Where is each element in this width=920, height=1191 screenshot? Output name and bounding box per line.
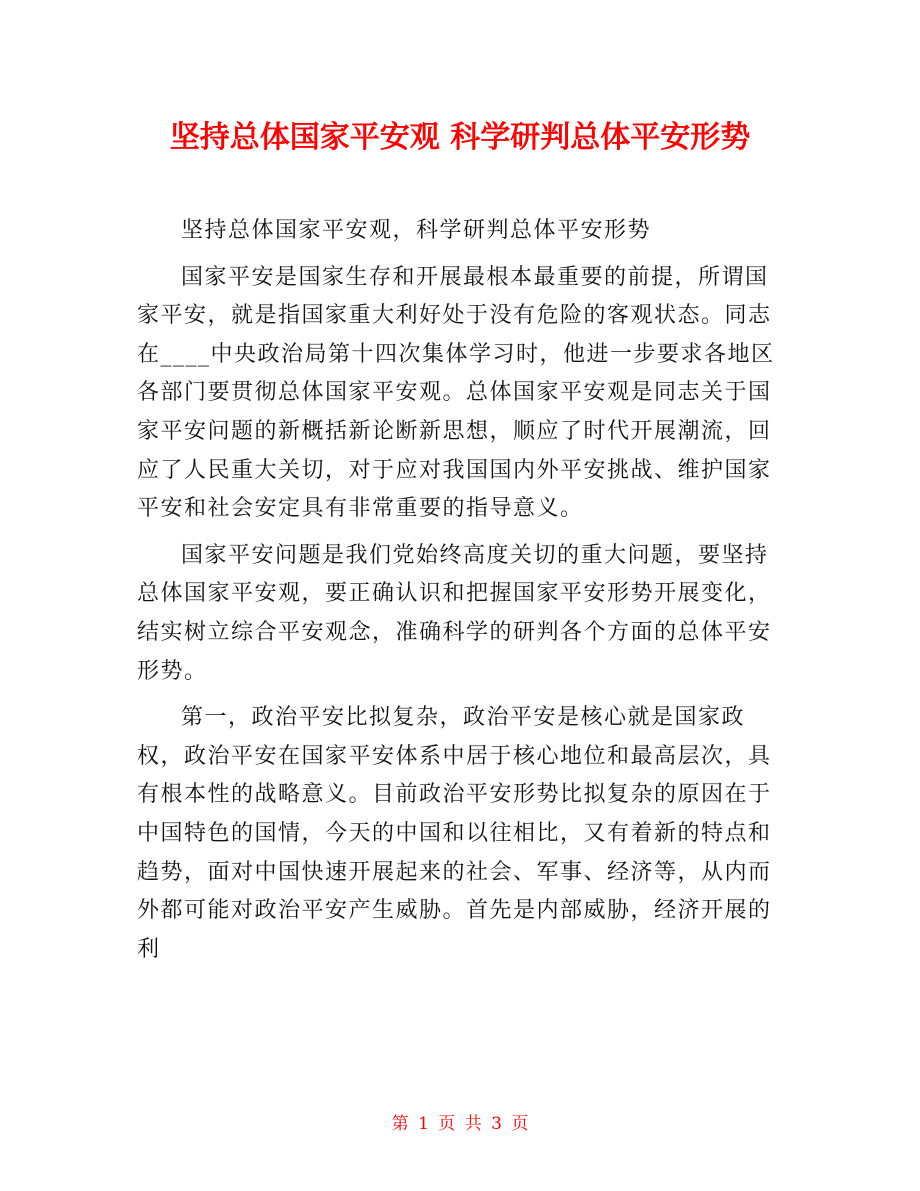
document-title: 坚持总体国家平安观 科学研判总体平安形势	[169, 120, 751, 155]
paragraph: 第一，政治平安比拟复杂，政治平安是核心就是国家政权，政治平安在国家平安体系中居于核心地位和最高层次，具有根本性的战略意义。目前政治平安形势比拟复杂的原因在于中国特色的国情，今天的中国和以往相比，又有着新的特点和趋势，面对中国快速开展起来的社会、军事、经济等，从内而外都可能对政治平安产生威胁。首先是内部威胁，经济开展的利	[137, 705, 772, 962]
document-body	[137, 212, 783, 969]
paragraph: 国家平安是国家生存和开展最根本最重要的前提，所谓国家平安，就是指国家重大利好处于没有危险的客观状态。同志在____中央政治局第十四次集体学习时，他进一步要求各地区各部门要贯彻总体国家平安观。总体国家平安观是同志关于国家平安问题的新概括新论断新思想，顺应了时代开展潮流，回应了人民重大关切，对于应对我国国内外平安挑战、维护国家平安和社会安定具有非常重要的指导意义。	[137, 264, 775, 522]
document-subtitle: 坚持总体国家平安观，科学研判总体平安形势	[181, 218, 652, 243]
paragraph: 国家平安问题是我们党始终高度关切的重大问题，要坚持总体国家平安观，要正确认识和把握国家平安形势开展变化，结实树立综合平安观念，准确科学的研判各个方面的总体平安形势。	[137, 542, 772, 684]
page-number-footer: 第 1 页 共 3 页	[391, 1114, 529, 1134]
